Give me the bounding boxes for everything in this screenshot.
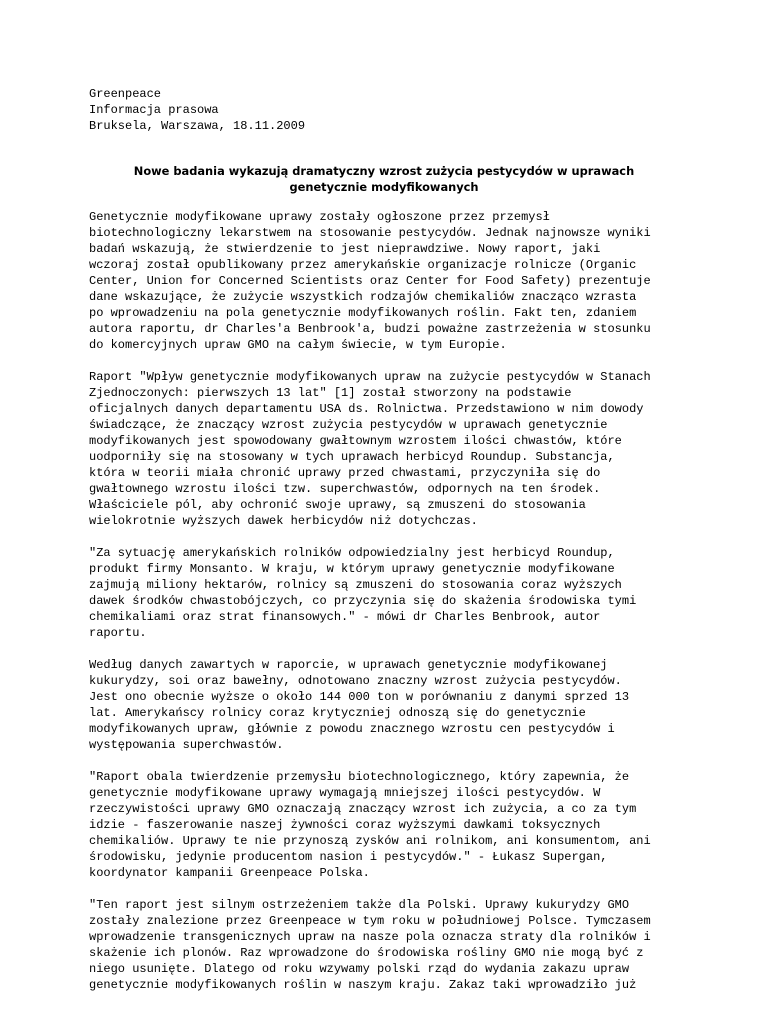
paragraph-3: "Za sytuację amerykańskich rolników odpowiedzialny jest herbicyd Roundup, produkt firmy Monsanto. W kraju, w którym uprawy genetycznie modyfikowane zajmują miliony hektarów, rolnicy są zmuszeni do stosowania coraz wyższych dawek środków chwastobójczych, co przyczynia się do skażenia środowiska tymi chemikaliami oraz strat finansowych." - mówi dr Charles Benbrook, autor raportu. [89,546,637,640]
organization-name: Greenpeace [89,87,162,101]
paragraph-2: Raport "Wpływ genetycznie modyfikowanych upraw na zużycie pestycydów w Stanach Zjednoczonych: pierwszych 13 lat" [1] został stworzony na podstawie oficjalnych danych departamentu USA ds. Rolnictwa. Przedstawiono w nim dowody świadczące, że znaczący wzrost zużycia pestycydów w uprawach genetycznie modyfikowanych jest spowodowany gwałtownym wzrostem ilości chwastów, które uodporniły się na stosowany w tych uprawach herbicyd Roundup. Substancja, która w teorii miała chronić uprawy przed chwastami, przyczyniła się do gwałtownego wzrostu ilości tzw. superchwastów, odpornych na ten środek. Właściciele pól, aby ochronić swoje uprawy, są zmuszeni do stosowania wielokrotnie wyższych dawek herbicydów niż dotychczas. [89,370,651,528]
press-release-title: Nowe badania wykazują dramatyczny wzrost zużycia pestycydów w uprawach genetycznie modyfikowanych [133,164,635,194]
paragraph-5: "Raport obala twierdzenie przemysłu biotechnologicznego, który zapewnia, że genetycznie modyfikowane uprawy wymagają mniejszej ilości pestycydów. W rzeczywistości uprawy GMO oznaczają znaczący wzrost ich zużycia, a co za tym idzie - faszerowanie naszej żywności coraz wyższymi dawkami toksycznych chemikaliów. Uprawy te nie przynoszą zysków ani rolnikom, ani konsumentom, ani środowisku, jedynie producentom nasion i pestycydów." - Łukasz Supergan, koordynator kampanii Greenpeace Polska. [89,770,651,880]
press-header [89,86,679,134]
paragraph-1: Genetycznie modyfikowane uprawy zostały ogłoszone przez przemysł biotechnologiczny lekarstwem na stosowanie pestycydów. Jednak najnowsze wyniki badań wskazują, że stwierdzenie to jest nieprawdziwe. Nowy raport, jaki wczoraj został opublikowany przez amerykańskie organizacje rolnicze (Organic Center, Union for Concerned Scientists oraz Center for Food Safety) prezentuje dane wskazujące, że zużycie wszystkich rodzajów chemikaliów znacząco wzrasta po wprowadzeniu na pola genetycznie modyfikowanych roślin. Fakt ten, zdaniem autora raportu, dr Charles'a Benbrook'a, budzi poważne zastrzeżenia w stosunku do komercyjnych upraw GMO na całym świecie, w tym Europie. [89,210,651,352]
paragraph-4: Według danych zawartych w raporcie, w uprawach genetycznie modyfikowanej kukurydzy, soi oraz bawełny, odnotowano znaczny wzrost zużycia pestycydów. Jest ono obecnie wyższe o około 144 000 ton w porównaniu z danymi sprzed 13 lat. Amerykańscy rolnicy coraz krytyczniej odnoszą się do genetycznie modyfikowanych upraw, głównie z powodu znacznego wzrostu cen pestycydów i występowania superchwastów. [89,658,630,752]
document-page [89,86,679,1009]
document-type: Informacja prasowa [89,103,219,117]
place-and-date: Bruksela, Warszawa, 18.11.2009 [89,119,306,133]
paragraph-6: "Ten raport jest silnym ostrzeżeniem także dla Polski. Uprawy kukurydzy GMO zostały znalezione przez Greenpeace w tym roku w południowej Polsce. Tymczasem wprowadzenie transgenicznych upraw na nasze pola oznacza straty dla rolników i skażenie ich plonów. Raz wprowadzone do środowiska rośliny GMO nie mogą być z niego usunięte. Dlatego od roku wzywamy polski rząd do wydania zakazu upraw genetycznie modyfikowanych roślin w naszym kraju. Zakaz taki wprowadziło już [89,898,651,992]
